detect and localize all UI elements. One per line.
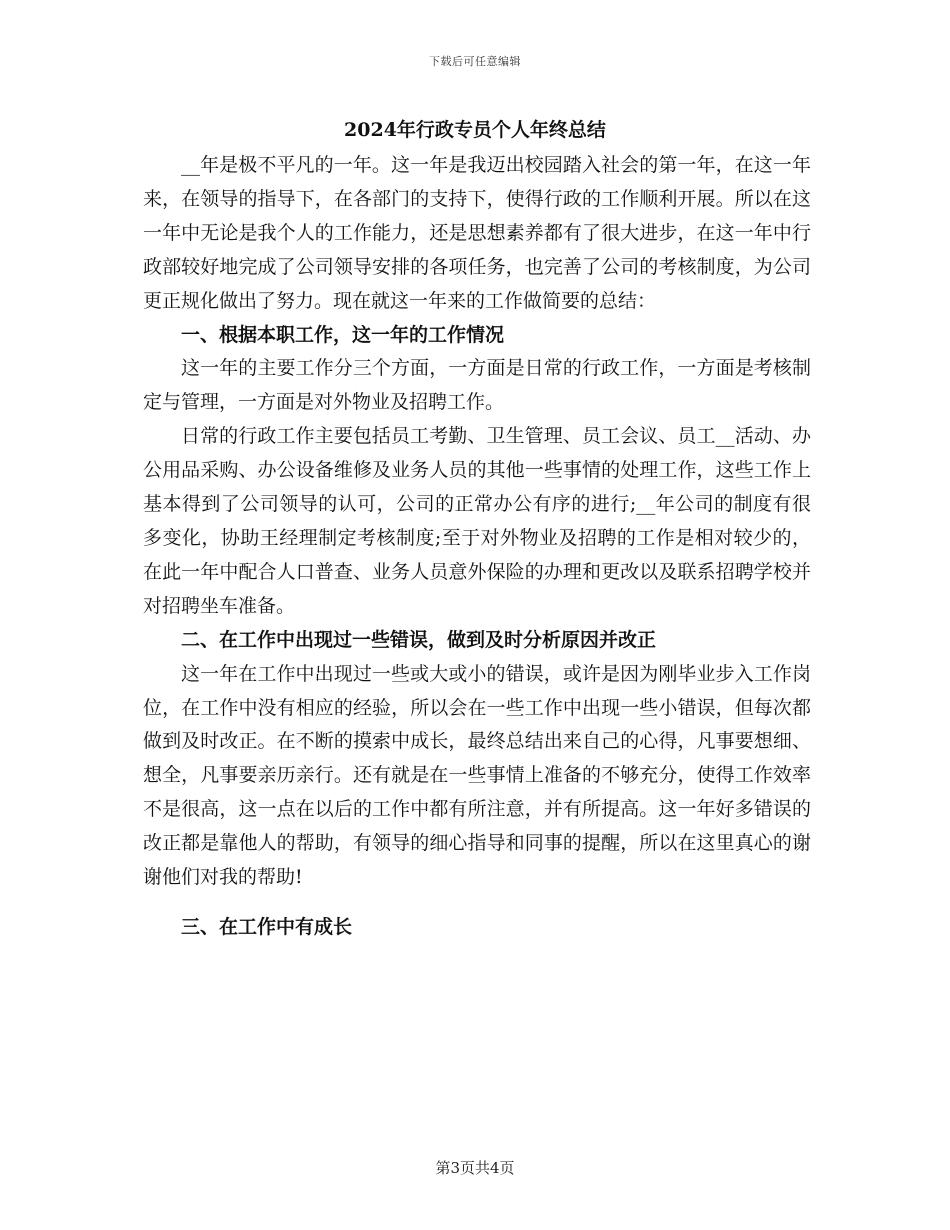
section-heading-1: 一、根据本职工作，这一年的工作情况 [181, 323, 505, 346]
paragraph-daily-admin: 日常的行政工作主要包括员工考勤、卫生管理、员工会议、员工__活动、办公用品采购、办公设备维修及业务人员的其他一些事情的处理工作，这些工作上基本得到了公司领导的认可，公司的正常办公有序的进行;__年公司的制度有很多变化，协助王经理制定考核制度;至于对外物业及招聘的工作是相对较少的，在此一年中配合人口普查、业务人员意外保险的办理和更改以及联系招聘学校并对招聘坐车准备。 [143, 425, 811, 617]
page-footer: 第3页共4页 [435, 1159, 515, 1177]
section-heading-2: 二、在工作中出现过一些错误，做到及时分析原因并改正 [181, 628, 657, 651]
intro-paragraph: __年是极不平凡的一年。这一年是我迈出校园踏入社会的第一年，在这一年来，在领导的指导下，在各部门的支持下，使得行政的工作顺利开展。所以在这一年中无论是我个人的工作能力，还是思想素养都有了很大进步，在这一年中行政部较好地完成了公司领导安排的各项任务，也完善了公司的考核制度，为公司更正规化做出了努力。现在就这一年来的工作做简要的总结： [143, 154, 811, 312]
document-title: 2024年行政专员个人年终总结 [344, 119, 606, 141]
paragraph-work-overview: 这一年的主要工作分三个方面，一方面是日常的行政工作，一方面是考核制定与管理，一方面是对外物业及招聘工作。 [143, 357, 811, 414]
page-header: 下载后可任意编辑 [429, 55, 521, 68]
section-heading-3: 三、在工作中有成长 [181, 915, 353, 938]
paragraph-mistakes: 这一年在工作中出现过一些或大或小的错误，或许是因为刚毕业步入工作岗位，在工作中没有相应的经验，所以会在一些工作中出现一些小错误，但每次都做到及时改正。在不断的摸索中成长，最终总结出来自己的心得，凡事要想细、想全，凡事要亲历亲行。还有就是在一些事情上准备的不够充分，使得工作效率不是很高，这一点在以后的工作中都有所注意，并有所提高。这一年好多错误的改正都是靠他人的帮助，有领导的细心指导和同事的提醒，所以在这里真心的谢谢他们对我的帮助! [143, 662, 811, 889]
document-body [143, 149, 811, 945]
